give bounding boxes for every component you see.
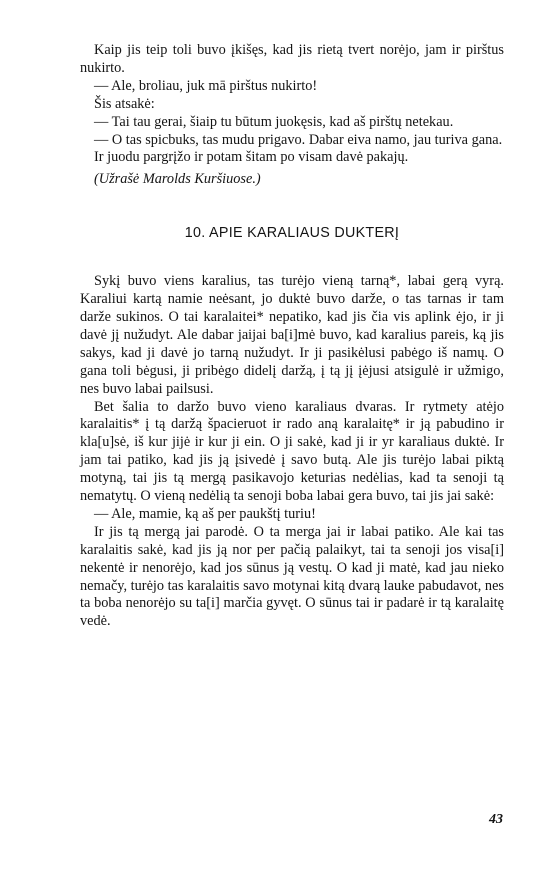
section-title: 10. APIE KARALIAUS DUKTERĮ: [184, 225, 400, 242]
source-note: (Užrašė Marolds Kuršiuose.): [94, 171, 261, 188]
paragraph: Šis atsakė:: [94, 95, 155, 112]
paragraph: — Ale, broliau, juk mā pirštus nukirto!: [94, 77, 318, 94]
paragraph: Kaip jis teip toli buvo įkišęs, kad jis rietą tvert norėjo, jam ir pirštus nukirto.: [80, 42, 504, 76]
paragraph: — Ale, mamie, ką aš per paukštį turiu!: [94, 505, 316, 522]
paragraph: — O tas spicbuks, tas mudu prigavo. Dabar eiva namo, jau turiva gana.: [94, 131, 503, 148]
paragraph: Ir jis tą mergą jai parodė. O ta merga jai ir labai patiko. Ale kai tas karalaitis sakė, kad jis ją nor per pačią palaikyt, tai ta senoji jos visa[i] nekentė ir nenorėjo, kad jos sūnus ją vestų. O kad ji matė, kad jau nieko nemačy, turėjo tas karalaitis savo motynai kitą dvarą lauke pabudavot, nes ta boba nenorėjo su ta[i] marčia gyvęt. O sūnus tai ir padarė ir tą karalaitę vedė.: [80, 523, 504, 630]
page-text: [80, 42, 504, 631]
page-number: 43: [489, 812, 503, 827]
paragraph: Ir juodu pargrįžo ir potam šitam po visam davė pakajų.: [94, 149, 409, 166]
paragraph: Sykį buvo viens karalius, tas turėjo vieną tarną*, labai gerą vyrą. Karaliui kartą namie neėsant, jo duktė buvo darže, o tas tarnas ir tam darže sukinos. O tai karalaitei* nepatiko, kad jis čia vis aplink ėjo, ir ji davė jį nužudyt. Ale dabar jaijai ba[i]mė buvo, kad karalius pareis, ką jis sakys, kad ji davė jo tarną nužudyt. Ir ji pasikėlusi pabėgo iš namų. O gana toli bėgusi, ji pribėgo didelį daržą, į tą jį įėjusi atsigulė ir užmigo, nes buvo labai pailsusi.: [80, 273, 504, 397]
paragraph: Bet šalia to daržo buvo vieno karaliaus dvaras. Ir rytmety atėjo karalaitis* į tą daržą špacieruot ir rado aną karalaitę* ir ją pabudino ir kla[u]sė, iš kur jijė ir kur ji ein. O ji sakė, kad ji ir yr karaliaus duktė. Ir jam tai patiko, kad jis ją įsivedė į savo butą. Ale jis turėjo labai piktą motyną, tai jis tą mergą pasikavojo keturias nedėlias, kad ta senoji tą nematytų. O vieną nedėlią ta senoji boba labai gera buvo, tai jis jai sakė:: [80, 398, 504, 505]
paragraph: — Tai tau gerai, šiaip tu būtum juokęsis, kad aš pirštų netekau.: [94, 113, 454, 130]
